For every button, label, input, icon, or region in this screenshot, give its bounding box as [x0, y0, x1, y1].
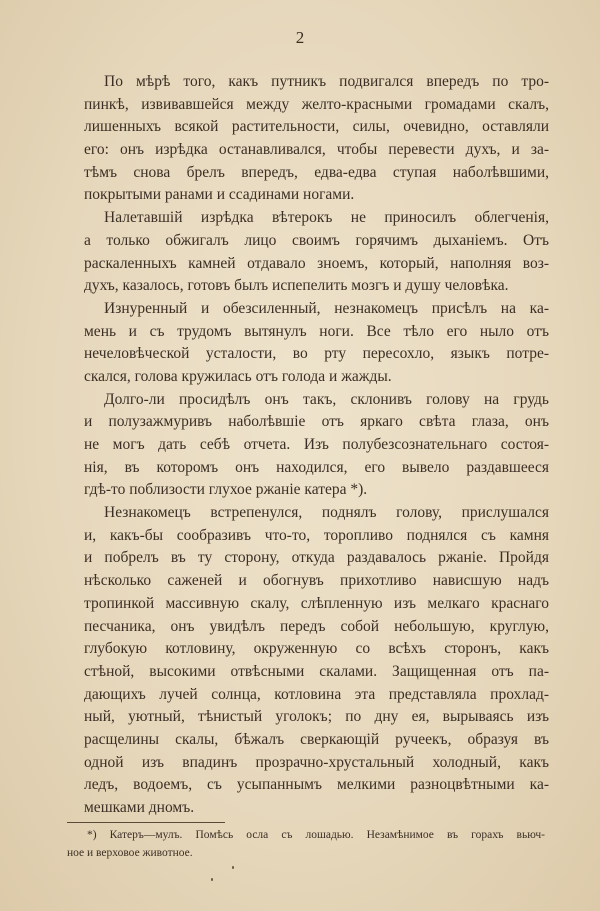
text-line: тѣмъ снова брелъ впередъ, едва-едва ступая наболѣвшими, [84, 163, 549, 181]
text-line: нечеловѣческой усталости, во рту пересохло, языкъ потре- [84, 345, 549, 363]
text-line: Долго-ли просидѣлъ онъ такъ, склонивъ голову на грудь [104, 390, 549, 408]
text-line: и, какъ-бы сообразивъ что-то, торопливо поднялся съ камня [84, 526, 549, 544]
text-line: пинкѣ, извивавшейся между желто-красными громадами скалъ, [84, 95, 549, 113]
text-line: гдѣ-то поблизости глухое ржаніе катера *). [84, 481, 368, 499]
text-line: глубокую котловину, окруженную со всѣхъ сторонъ, какъ [84, 640, 549, 658]
text-line: покрытыми ранами и ссадинами ногами. [84, 186, 355, 204]
text-line: его: онъ изрѣдка останавливался, чтобы перевести духъ, и за- [84, 141, 549, 159]
text-line: ный, уютный, тѣнистый уголокъ; по дну ея, вырываясь изъ [84, 708, 549, 726]
text-line: не могъ дать себѣ отчета. Изъ полубезсознательнаго состоя- [84, 436, 549, 453]
paper-speck [211, 878, 213, 881]
body-text [84, 71, 549, 820]
text-line: нѣсколько саженей и обогнувъ прихотливо нависшую надъ [84, 572, 549, 590]
text-line: По мѣрѣ того, какъ путникъ подвигался впередъ по тро- [104, 73, 549, 90]
text-line: тропинкой массивную скалу, слѣпленную изъ мелкаго краснаго [84, 594, 549, 612]
text-line: дающихъ лучей солнца, котловина эта представляла прохлад- [84, 685, 549, 703]
text-line: расщелины скалы, бѣжалъ сверкающій ручеекъ, образуя въ [84, 730, 549, 748]
text-line: мешками дномъ. [84, 799, 195, 816]
text-line: Изнуренный и обезсиленный, незнакомецъ присѣлъ на ка- [104, 299, 549, 317]
text-line: Незнакомецъ встрепенулся, поднялъ голову, прислушался [104, 504, 549, 522]
text-line: нія, въ которомъ онъ находился, его вывело раздавшееся [84, 458, 549, 476]
text-line: лишенныхъ всякой растительности, силы, очевидно, оставляли [84, 118, 549, 136]
text-line: духъ, казалось, готовъ былъ испепелить мозгъ и душу человѣка. [84, 277, 509, 295]
text-line: одной изъ впадинъ прозрачно-хрустальный холодный, какъ [84, 753, 549, 771]
footnote-line: ное и верховое животное. [67, 847, 193, 859]
text-line: ледъ, водоемъ, съ усыпаннымъ мелкими разноцвѣтными ка- [84, 776, 549, 794]
text-line: Налетавшій изрѣдка вѣтерокъ не приносилъ облегченія, [104, 209, 549, 227]
text-line: и побрелъ въ ту сторону, откуда раздавалось ржаніе. Пройдя [84, 549, 549, 567]
text-line: а только обжигалъ лицо своимъ горячимъ дыханіемъ. Отъ [84, 231, 549, 249]
paper-speck [232, 866, 234, 869]
text-line: и полузажмуривъ наболѣвшіе отъ яркаго свѣта глаза, онъ [84, 413, 549, 431]
footnote [67, 826, 545, 862]
paragraph [84, 389, 549, 502]
text-line: скался, голова кружилась отъ голода и жажды. [84, 367, 392, 385]
paragraph [84, 502, 549, 820]
text-line: мень и съ трудомъ вытянулъ ноги. Все тѣло его ныло отъ [84, 322, 549, 340]
page-number: 2 [295, 28, 305, 47]
text-line: раскаленныхъ камней отдавало зноемъ, который, наполняя воз- [84, 254, 549, 272]
text-line: стѣной, высокими отвѣсными скалами. Защищенная отъ па- [84, 662, 549, 680]
footnote-divider [67, 822, 225, 823]
paragraph [84, 207, 549, 298]
footnote-line: *) Катеръ—мулъ. Помѣсь осла съ лошадью. Незамѣнимое въ горахъ вьюч- [87, 829, 545, 841]
paragraph [84, 71, 549, 207]
text-line: песчаника, онъ увидѣлъ передъ собой небольшую, круглую, [84, 617, 549, 635]
paragraph [84, 298, 549, 389]
